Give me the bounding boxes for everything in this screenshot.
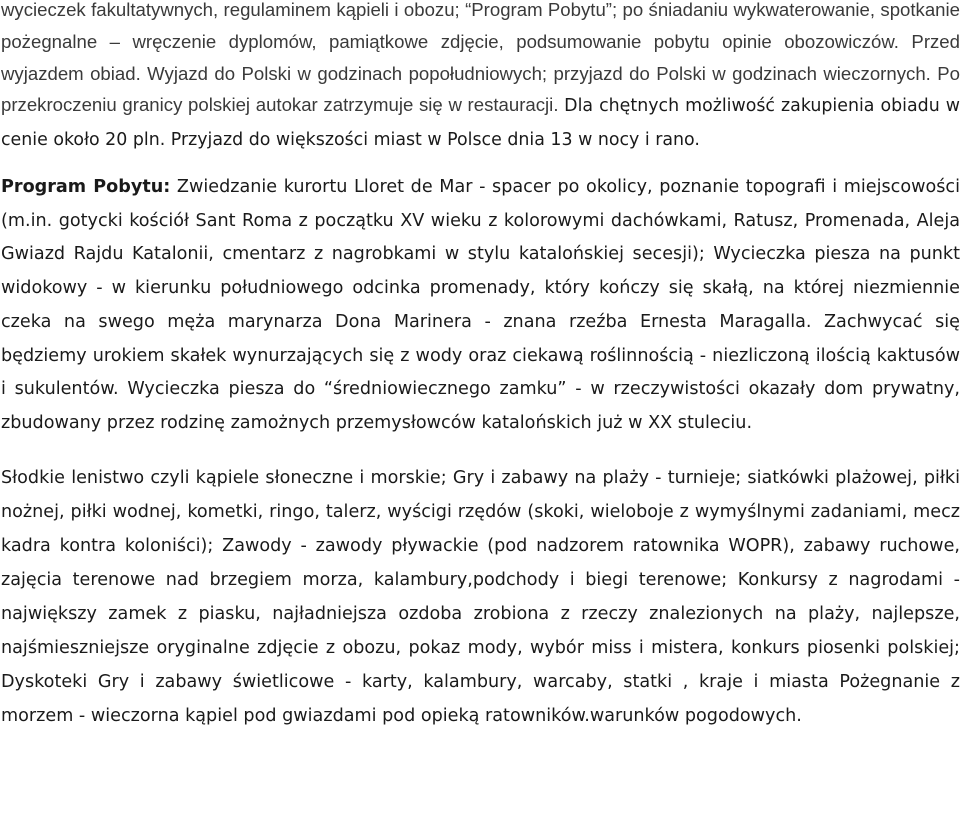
paragraph-program (1, 171, 960, 441)
program-label: Program Pobytu: (1, 176, 171, 197)
paragraph-itinerary-end (1, 0, 960, 157)
paragraph-itinerary-text: wycieczek fakultatywnych, regulaminem kąpieli i obozu; “Program Pobytu”; po śniadaniu wykwaterowanie, spotkanie pożegnalne – wręczenie dyplomów, pamiątkowe zdjęcie, podsumowanie pobytu opinie obozowiczów. Przed wyjazdem obiad. Wyjazd do Polski w godzinach popołudniowych; przyjazd do Polski w godzinach wieczornych. Po przekroczeniu granicy polskiej autokar zatrzymuje się w restauracji. (1, 0, 960, 116)
paragraph-activities: Słodkie lenistwo czyli kąpiele słoneczne i morskie; Gry i zabawy na plaży - turnieje; siatkówki plażowej, piłki nożnej, piłki wodnej, kometki, ringo, talerz, wyścigi rzędów (skoki, wieloboje z wymyślnymi zadaniami, mecz kadra kontra koloniści); Zawody - zawody pływackie (pod nadzorem ratownika WOPR), zabawy ruchowe, zajęcia terenowe nad brzegiem morza, kalambury,podchody i biegi terenowe; Konkursy z nagrodami - największy zamek z piasku, najładniejsza ozdoba zrobiona z rzeczy znalezionych na plaży, najlepsze, najśmieszniejsze oryginalne zdjęcie z obozu, pokaz mody, wybór miss i mistera, konkurs piosenki polskiej; Dyskoteki Gry i zabawy świetlicowe - karty, kalambury, warcaby, statki , kraje i miasta Pożegnanie z morzem - wieczorna kąpiel pod gwiazdami pod opieką ratowników.warunków pogodowych. (1, 467, 960, 726)
program-text: Zwiedzanie kurortu Lloret de Mar - spacer po okolicy, poznanie topografi i miejscowości (m.in. gotycki kościół Sant Roma z początku XV wieku z kolorowymi dachówkami, Ratusz, Promenada, Aleja Gwiazd Rajdu Katalonii, cmentarz z nagrobkami w stylu katalońskiej secesji); Wycieczka piesza na punkt widokowy - w kierunku południowego odcinka promenady, który kończy się skałą, na której niezmiennie czeka na swego męża marynarza Dona Marinera - znana rzeźba Ernesta Maragalla. Zachwycać się będziemy urokiem skałek wynurzających się z wody oraz ciekawą roślinnością - niezliczoną ilością kaktusów i sukulentów. Wycieczka piesza do “średniowiecznego zamku” - w rzeczywistości okazały dom prywatny, zbudowany przez rodzinę zamożnych przemysłowców katalońskich już w XX stuleciu. (1, 176, 960, 433)
paragraph-itinerary-tail: Dla chętnych możliwość zakupienia obiadu w cenie około 20 pln. Przyjazd do większości miast w Polsce dnia 13 w nocy i rano. (1, 96, 960, 151)
